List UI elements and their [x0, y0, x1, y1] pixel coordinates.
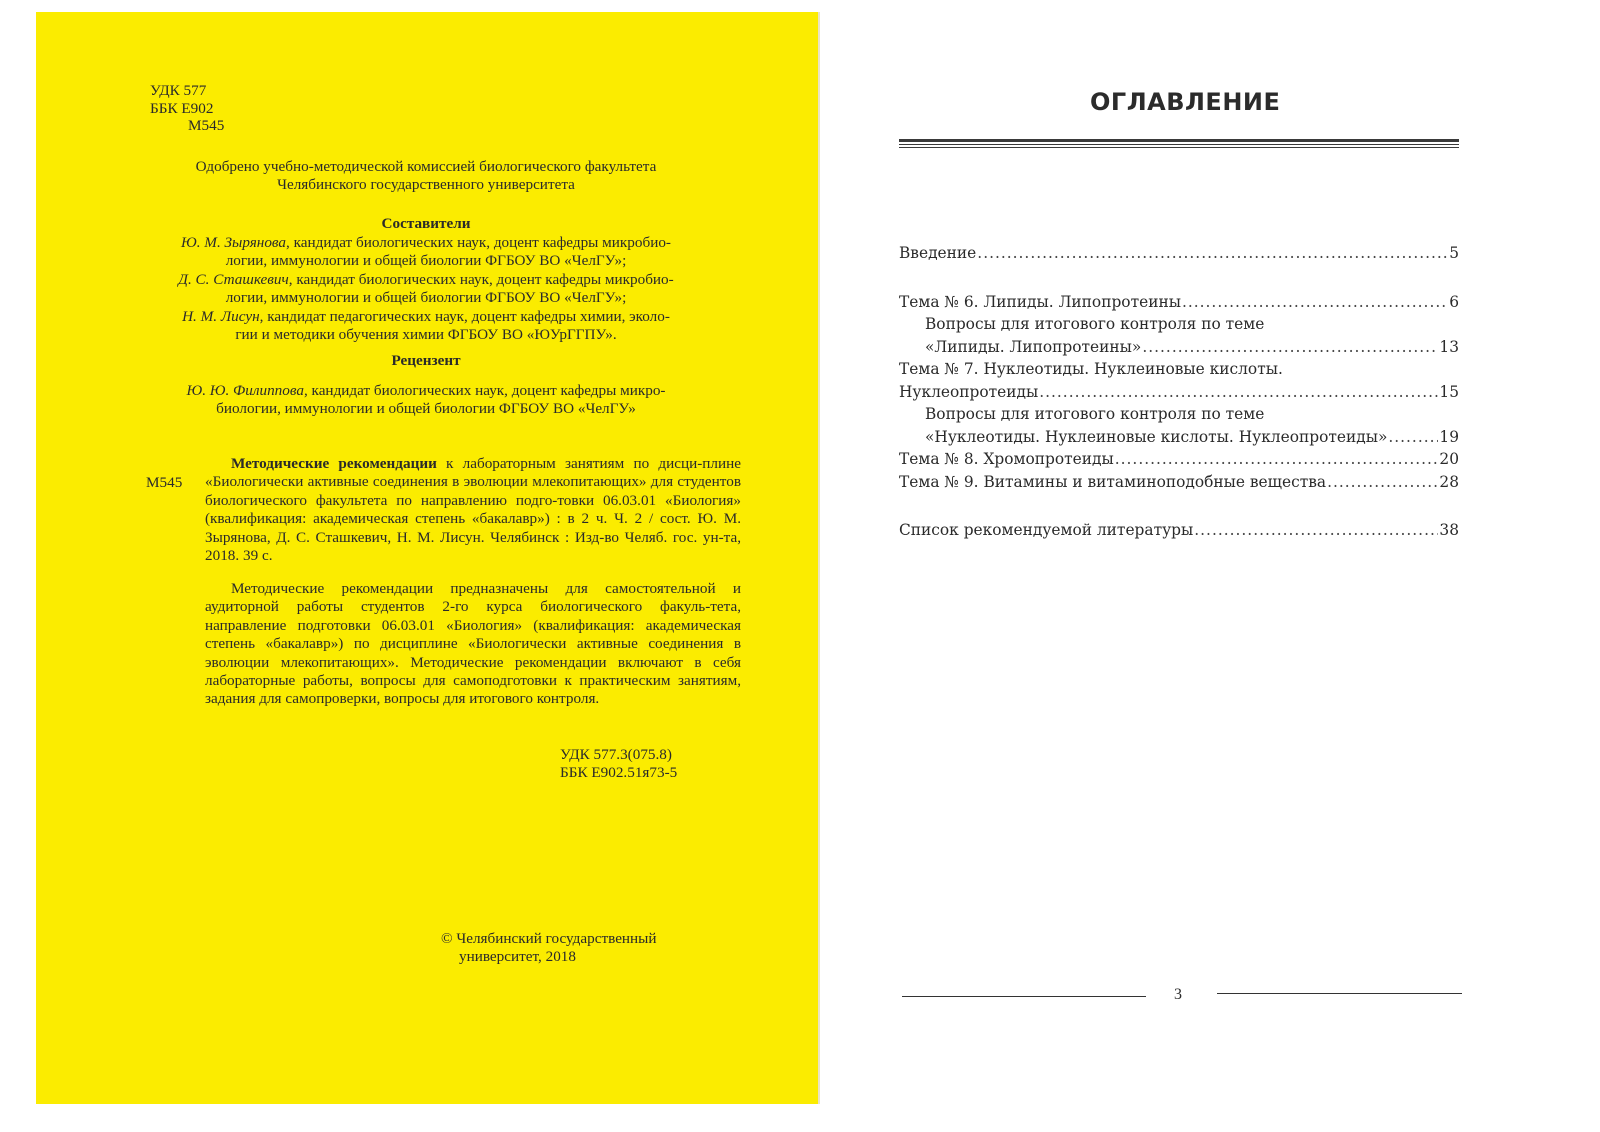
toc-entry-page: 13: [1439, 337, 1459, 356]
toc-entry[interactable]: [899, 473, 1459, 496]
compiler-details: , кандидат биологических наук, доцент кафедры микробио-: [288, 270, 674, 288]
toc-entry-title: «Липиды. Липопротеины»: [925, 337, 1142, 356]
toc-leader: [1142, 338, 1438, 356]
compiler-entry: [116, 271, 736, 289]
compiler-name: Н. М. Лисун: [182, 307, 260, 325]
udk-code: УДК 577.3(075.8): [560, 746, 672, 763]
toc-leader: [1115, 450, 1439, 468]
toc-leader: [1388, 428, 1438, 446]
toc-entry[interactable]: [899, 293, 1459, 316]
compilers-heading: Составители: [381, 215, 471, 232]
reviewer-name: Ю. Ю. Филиппова: [186, 382, 304, 399]
page-number: 3: [1174, 986, 1182, 1003]
bibliographic-citation: [205, 455, 741, 565]
toc-entry-page: 15: [1439, 382, 1459, 401]
reviewer-details: , кандидат биологических наук, доцент кафедры микро-: [303, 382, 666, 399]
toc-leader: [1194, 521, 1438, 539]
toc-entry[interactable]: [899, 450, 1459, 473]
copyright-notice: [441, 930, 657, 966]
author-mark: М545: [188, 117, 225, 135]
toc-entry-title: Тема № 7. Нуклеотиды. Нуклеиновые кислоты.: [899, 360, 1283, 378]
bbk-code: ББК Е902: [150, 99, 214, 117]
toc-entry-page: 38: [1439, 521, 1459, 539]
toc-leader: [1327, 473, 1438, 491]
toc-entry-title: Тема № 8. Хромопротеиды: [899, 450, 1114, 468]
compilers-list: [116, 234, 736, 344]
compiler-entry: [116, 308, 736, 326]
copyright-line: © Челябинский государственный: [441, 930, 657, 947]
reviewer-heading: Рецензент: [391, 352, 461, 369]
udk-code: УДК 577: [150, 82, 207, 99]
toc-entry[interactable]: [899, 428, 1459, 451]
left-page: [36, 12, 820, 1104]
toc-entry-title: Тема № 9. Витамины и витаминоподобные вещества: [899, 472, 1327, 491]
toc-entry-page: 20: [1439, 450, 1459, 468]
right-page: [820, 0, 1600, 1132]
table-of-contents: [899, 244, 1459, 544]
compiler-details: , кандидат биологических наук, доцент кафедры микробио-: [286, 234, 671, 251]
citation-code: М545: [146, 474, 183, 491]
toc-title: ОГЛАВЛЕНИЕ: [1090, 88, 1281, 116]
toc-entry-title: Тема № 6. Липиды. Липопротеины: [899, 292, 1181, 311]
toc-entry-page: 6: [1449, 292, 1459, 311]
toc-entry-page: 19: [1439, 427, 1459, 446]
toc-leader: [977, 244, 1448, 262]
toc-entry-title: Нуклеопротеиды: [899, 382, 1039, 401]
toc-entry-title: Вопросы для итогового контроля по теме: [925, 405, 1265, 423]
toc-entry-page: 28: [1439, 472, 1459, 491]
bbk-code: ББК Е902.51я73-5: [560, 763, 678, 781]
classification-codes-bottom: [560, 746, 677, 781]
compiler-details: , кандидат педагогических наук, доцент кафедры химии, эколо-: [259, 307, 670, 325]
toc-entry[interactable]: [899, 405, 1459, 428]
classification-codes: [150, 82, 224, 135]
compiler-name: Ю. М. Зырянова: [181, 234, 287, 251]
toc-entry[interactable]: [899, 383, 1459, 406]
toc-entry-title: Список рекомендуемой литературы: [899, 521, 1194, 539]
toc-leader: [1039, 383, 1438, 401]
citation-title: Методические рекомендации: [231, 455, 437, 472]
abstract: Методические рекомендации предназначены для самостоятельной и аудиторной работы студентов 2-го курса биологического факуль-тета, направление подготовки 06.03.01 «Биология» (квалификация: академическая степень «бакалавр») по дисциплине «Биологически активные соединения в эволюции млекопитающих». Методические рекомендации включают в себя лабораторные работы, вопросы для самоподготовки к практическим занятиям, задания для самопроверки, вопросы для итогового контроля.: [205, 580, 741, 708]
copyright-line: университет, 2018: [459, 948, 576, 965]
toc-entry-title: «Нуклеотиды. Нуклеиновые кислоты. Нуклеопротеиды»: [925, 427, 1388, 446]
toc-entry[interactable]: [899, 338, 1459, 361]
footer-rule: [1217, 993, 1462, 994]
title-rule: [899, 139, 1459, 148]
approval-line: Одобрено учебно-методической комиссией биологического факультета: [195, 158, 657, 175]
toc-entry[interactable]: [899, 244, 1459, 267]
toc-entry[interactable]: [899, 521, 1459, 544]
compiler-details: логии, иммунологии и общей биологии ФГБОУ ВО «ЧелГУ»;: [225, 252, 627, 270]
toc-entry[interactable]: [899, 315, 1459, 338]
footer-rule: [902, 996, 1146, 997]
approval-line: Челябинского государственного университета: [277, 176, 575, 194]
toc-leader: [1182, 293, 1448, 311]
toc-entry[interactable]: [899, 360, 1459, 383]
toc-entry-title: Введение: [899, 244, 977, 262]
reviewer-entry: [116, 382, 736, 419]
toc-entry-title: Вопросы для итогового контроля по теме: [925, 315, 1265, 333]
approval-note: [136, 158, 716, 195]
compiler-details: логии, иммунологии и общей биологии ФГБОУ ВО «ЧелГУ»;: [225, 289, 627, 307]
compiler-details: гии и методики обучения химии ФГБОУ ВО «ЮУрГГПУ».: [235, 326, 617, 344]
reviewer-details: биологии, иммунологии и общей биологии ФГБОУ ВО «ЧелГУ»: [216, 400, 636, 418]
toc-entry-page: 5: [1449, 244, 1459, 262]
compiler-entry: [116, 234, 736, 252]
citation-body: к лабораторным занятиям по дисци-плине «Биологически активные соединения в эволюции млекопитающих» для студентов биологического факультета по направлению подго-товки 06.03.01 «Биология» (квалификация: академическая степень «бакалавр») : в 2 ч. Ч. 2 / сост. Ю. М. Зырянова, Д. С. Сташкевич, Н. М. Лисун. Челябинск : Изд-во Челяб. гос. ун-та, 2018. 39 с.: [205, 455, 741, 565]
compiler-name: Д. С. Сташкевич: [178, 270, 289, 288]
